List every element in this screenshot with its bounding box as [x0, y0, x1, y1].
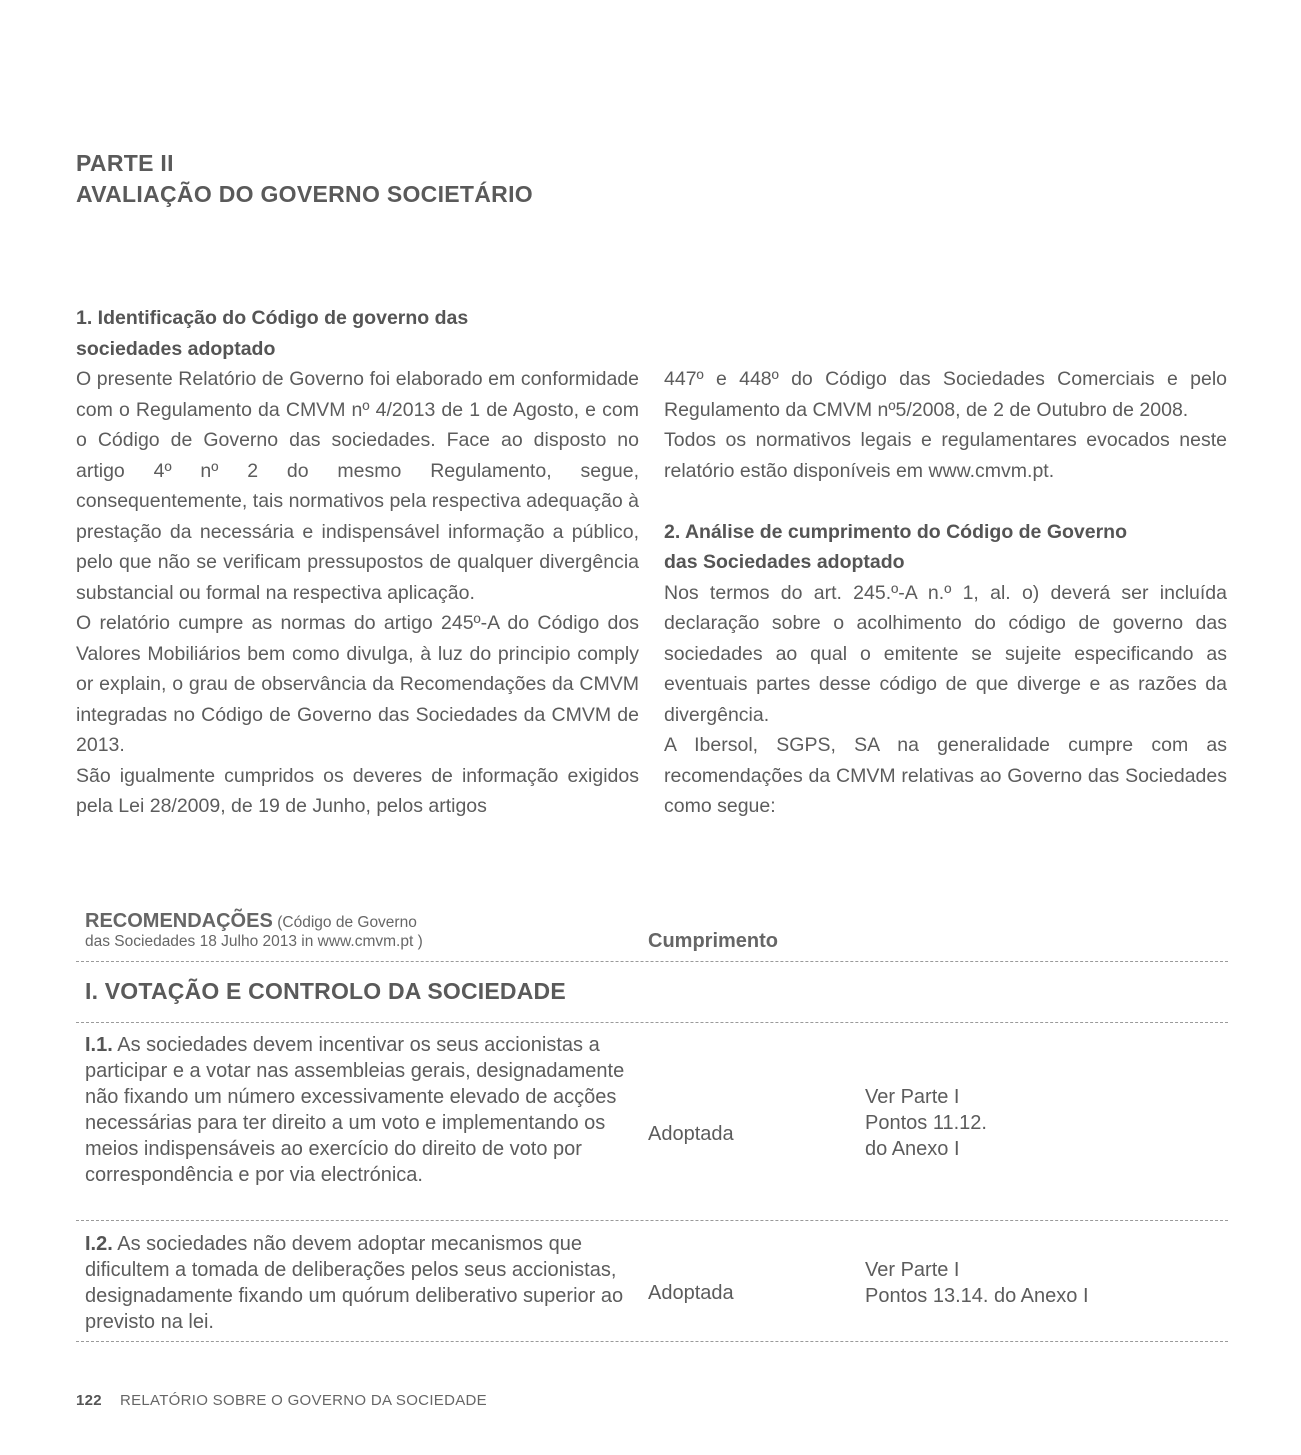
- section2-paragraph-1: Nos termos do art. 245.º-A n.º 1, al. o) deverá ser incluída declaração sobre o acolhimento do código de governo das sociedades ao qual o emitente se sujeite especificando as eventuais partes desse código de que diverge e as razões da divergência.: [664, 581, 1227, 726]
- status-value: Adoptada: [648, 1282, 734, 1304]
- page-footer: [76, 1392, 487, 1409]
- recommendation-code: I.1.: [85, 1034, 113, 1056]
- section1-heading-line1: 1. Identificação do Código de governo das: [76, 307, 469, 329]
- page-title: AVALIAÇÃO DO GOVERNO SOCIETÁRIO: [76, 181, 533, 207]
- reference-line: Ver Parte I: [865, 1259, 960, 1281]
- section1-paragraph-3-continued: 447º e 448º do Código das Sociedades Comerciais e pelo Regulamento da CMVM nº5/2008, de 2 de Outubro de 2008.: [664, 368, 1227, 421]
- reference-line: Pontos 13.14. do Anexo I: [865, 1285, 1089, 1307]
- section2-heading: [664, 517, 1227, 578]
- section2-heading-line2: das Sociedades adoptado: [664, 551, 905, 573]
- table-header-cumprimento: Cumprimento: [648, 930, 778, 952]
- table-row: [85, 1231, 625, 1335]
- table-section-title: I. VOTAÇÃO E CONTROLO DA SOCIEDADE: [85, 978, 566, 1004]
- table-divider: [76, 1341, 1228, 1342]
- table-header-title: RECOMENDAÇÕES: [85, 910, 273, 932]
- reference-line: do Anexo I: [865, 1138, 960, 1160]
- table-header: [85, 910, 635, 951]
- reference: [865, 1257, 1089, 1309]
- left-column: [76, 303, 639, 822]
- table-divider: [76, 961, 1228, 962]
- recommendation-text: As sociedades devem incentivar os seus accionistas a participar e a votar nas assembleias gerais, designadamente não fixando um número excessivamente elevado de acções necessárias para ter direito a um voto e implementando os meios indispensáveis ao exercício do direito de voto por correspondência e por via electrónica.: [85, 1034, 625, 1186]
- section1-paragraph-3: São igualmente cumpridos os deveres de informação exigidos pela Lei 28/2009, de 19 de Junho, pelos artigos: [76, 764, 639, 817]
- section1-paragraph-2: O relatório cumpre as normas do artigo 245º-A do Código dos Valores Mobiliários bem como divulga, à luz do principio comply or explain, o grau de observância da Recomendações da CMVM integradas no Código de Governo das Sociedades da CMVM de 2013.: [76, 612, 639, 756]
- table-header-subtitle-2: das Sociedades 18 Julho 2013 in www.cmvm.pt ): [85, 933, 423, 950]
- section1-paragraph-1: O presente Relatório de Governo foi elaborado em conformidade com o Regulamento da CMVM nº 4/2013 de 1 de Agosto, e com o Código de Governo das sociedades. Face ao disposto no artigo 4º nº 2 do mesmo Regulamento, segue, consequentemente, tais normativos pela respectiva adequação à prestação da necessária e indispensável informação a público, pelo que não se verificam pressupostos de qualquer divergência substancial ou formal na respectiva aplicação.: [76, 368, 639, 604]
- section2-heading-line1: 2. Análise de cumprimento do Código de Governo: [664, 520, 1128, 543]
- right-column: [664, 364, 1227, 822]
- status-value: Adoptada: [648, 1123, 734, 1145]
- footer-text: RELATÓRIO SOBRE O GOVERNO DA SOCIEDADE: [119, 1392, 487, 1409]
- recommendation-text: As sociedades não devem adoptar mecanismos que dificultem a tomada de deliberações pelos seus accionistas, designadamente fixando um quórum deliberativo superior ao previsto na lei.: [85, 1233, 624, 1333]
- table-divider: [76, 1022, 1228, 1023]
- reference-line: Ver Parte I: [865, 1086, 960, 1108]
- reference: [865, 1084, 987, 1162]
- reference-line: Pontos 11.12.: [865, 1112, 987, 1134]
- table-row: [85, 1032, 625, 1188]
- part-title: [76, 148, 533, 210]
- table-divider: [76, 1220, 1228, 1221]
- section1-heading-line2: sociedades adoptado: [76, 337, 276, 360]
- table-header-subtitle-1: (Código de Governo: [277, 914, 417, 931]
- page-number: 122: [76, 1392, 102, 1409]
- recommendation-code: I.2.: [85, 1233, 113, 1255]
- part-label: PARTE II: [76, 150, 174, 176]
- section2-paragraph-2: A Ibersol, SGPS, SA na generalidade cumpre com as recomendações da CMVM relativas ao Governo das Sociedades como segue:: [664, 734, 1227, 817]
- section1-paragraph-4: Todos os normativos legais e regulamentares evocados neste relatório estão disponíveis em www.cmvm.pt.: [664, 429, 1227, 482]
- section1-heading: [76, 303, 639, 364]
